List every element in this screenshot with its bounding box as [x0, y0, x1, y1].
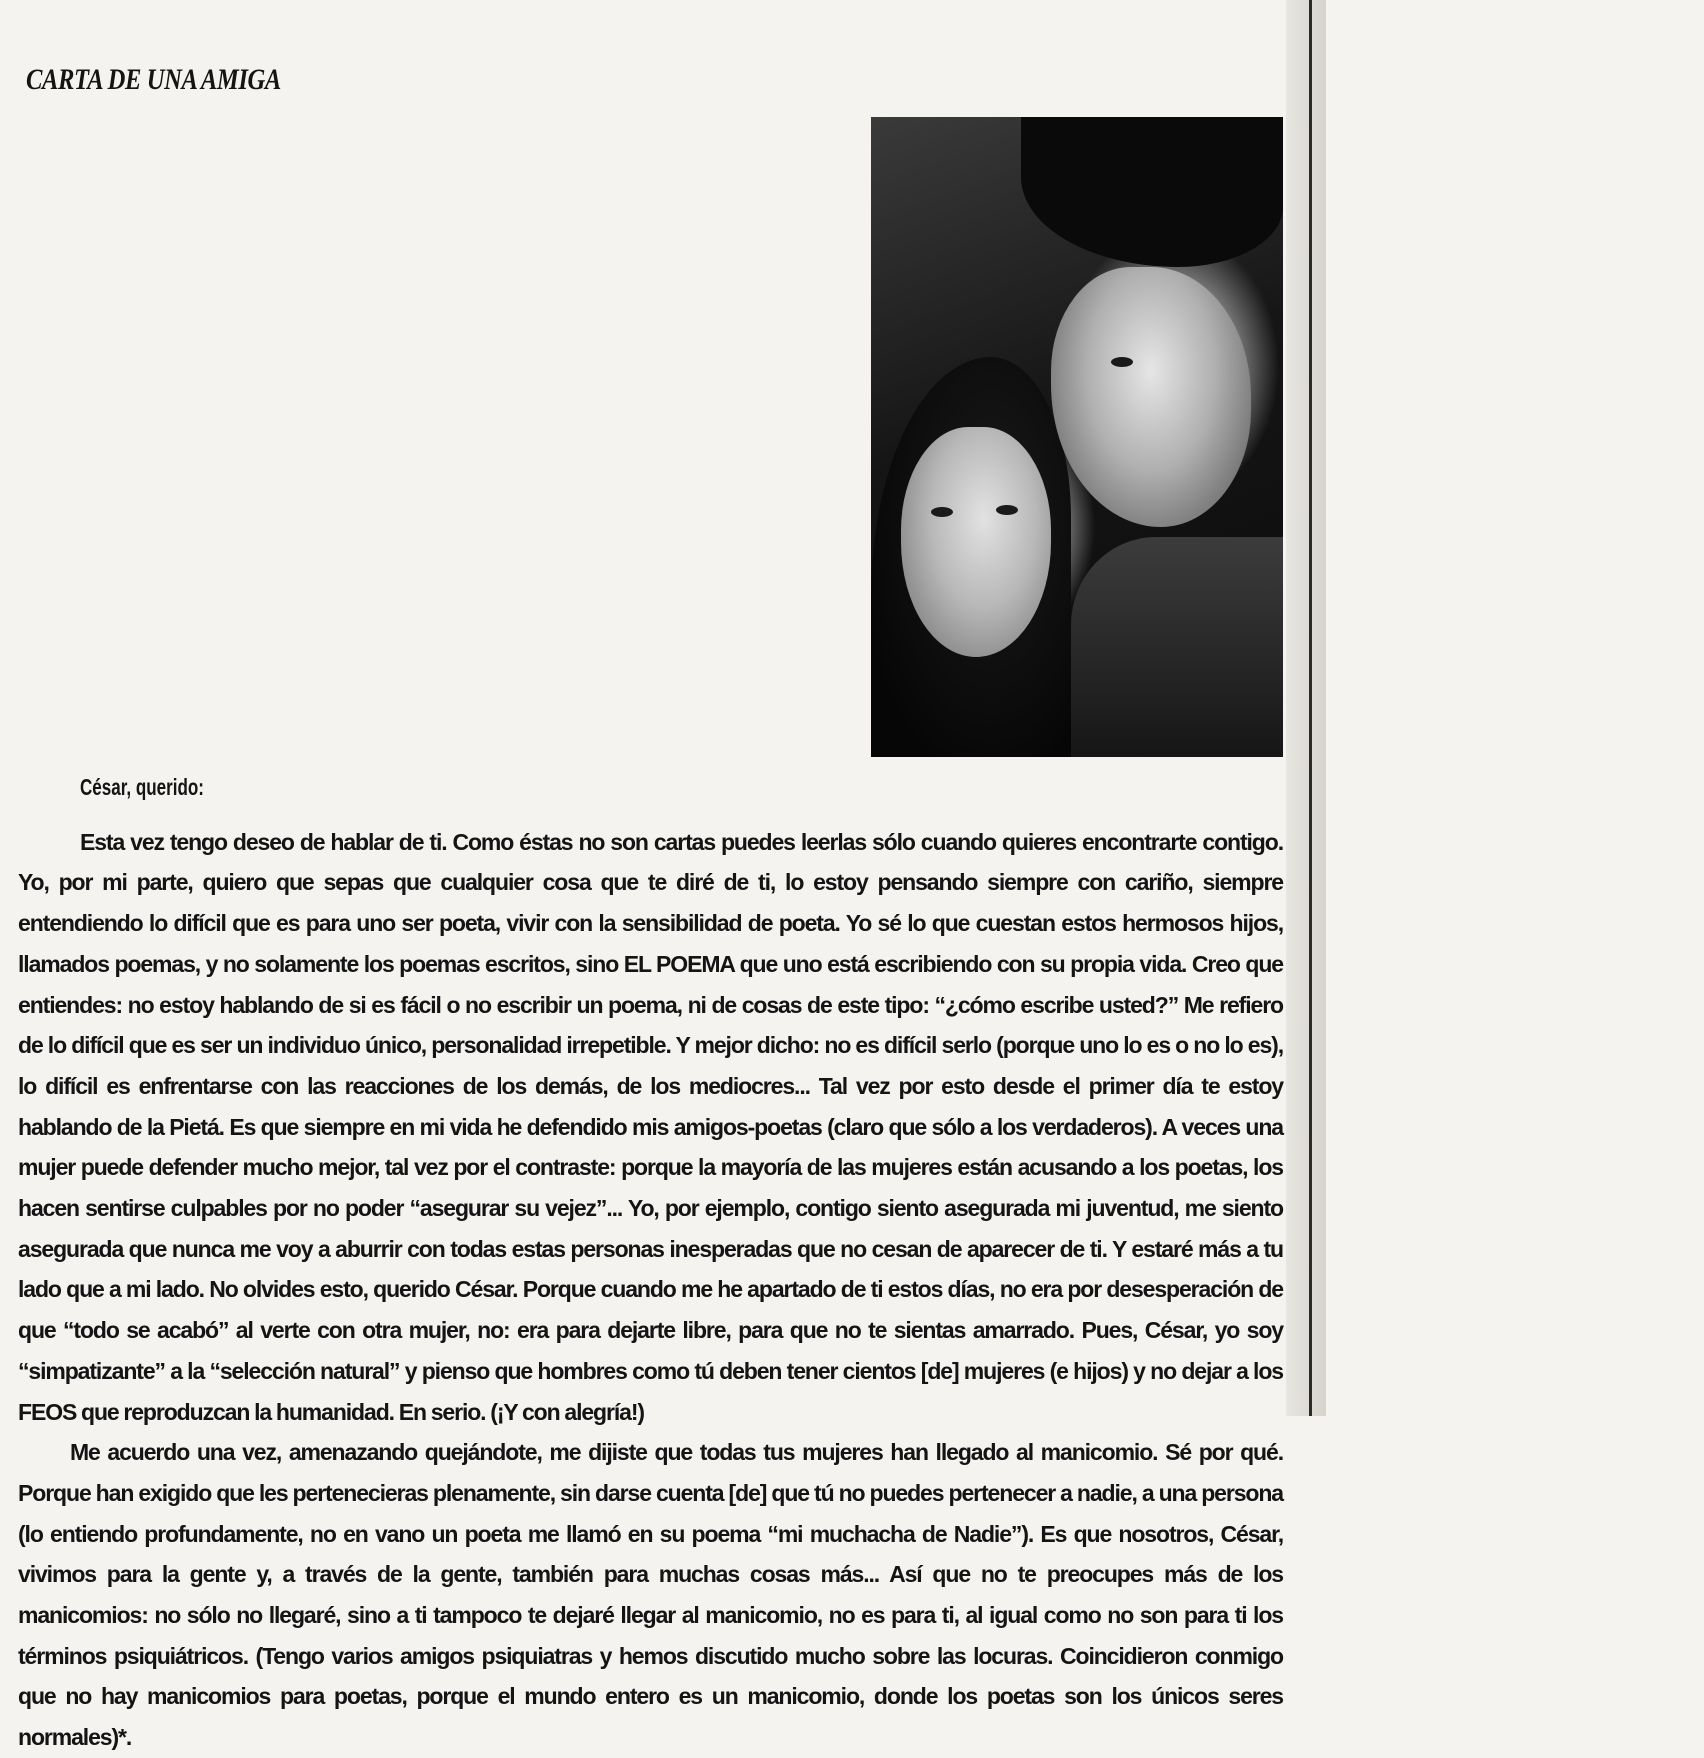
- couple-photograph: [871, 117, 1283, 757]
- woman-eye-left: [931, 507, 953, 517]
- man-hair: [1021, 117, 1283, 267]
- page-edge: [1286, 0, 1326, 1416]
- article-title: CARTA DE UNA AMIGA: [26, 63, 281, 96]
- man-face: [1051, 267, 1251, 527]
- man-eye: [1111, 357, 1133, 367]
- paragraph-text: Me acuerdo una vez, amenazando quejándote, me dijiste que todas tus mujeres han llegado al manicomio. Sé por qué. Porque han exigido que les pertenecieras plenamente, sin darse cuenta [de] que tú no puedes pertenecer a nadie, a una persona (lo entiendo profundamente, no en vano un poeta me llamó en su poema “mi muchacha de Nadie”). Es que nosotros, César, vivimos para la gente y, a través de la gente, también para muchas cosas más... Así que no te preocupes más de los manicomios: no sólo no llegaré, sino a ti tampoco te dejaré llegar al manicomio, no es para ti, al igual como no son para ti los términos psiquiátricos. (Tengo varios amigos psiquiatras y hemos discutido mucho sobre las locuras. Coincidieron conmigo que no hay manicomios para poetas, porque el mundo entero es un manicomio, donde los poetas son los únicos seres normales)*.: [18, 1439, 1283, 1751]
- letter-paragraph-1: [18, 822, 1283, 1433]
- woman-eye-right: [996, 505, 1018, 515]
- man-shoulder: [1071, 537, 1283, 757]
- woman-face: [901, 427, 1051, 657]
- letter-paragraph-2: [18, 1432, 1283, 1758]
- article: [18, 55, 1283, 1751]
- salutation-text: César, querido:: [80, 774, 204, 800]
- paragraph-text: Esta vez tengo deseo de hablar de ti. Como éstas no son cartas puedes leerlas sólo cuando quieres encontrarte contigo. Yo, por mi parte, quiero que sepas que cualquier cosa que te diré de ti, lo estoy pensando siempre con cariño, siempre entendiendo lo difícil que es para uno ser poeta, vivir con la sensibilidad de poeta. Yo sé lo que cuestan estos hermosos hijos, llamados poemas, y no solamente los poemas escritos, sino EL POEMA que uno está escribiendo con su propia vida. Creo que entiendes: no estoy hablando de si es fácil o no escribir un poema, ni de cosas de este tipo: “¿cómo escribe usted?” Me refiero de lo difícil que es ser un individuo único, personalidad irrepetible. Y mejor dicho: no es difícil serlo (porque uno lo es o no lo es), lo difícil es enfrentarse con las reacciones de los demás, de los mediocres... Tal vez por esto desde el primer día te estoy hablando de la Pietá. Es que siempre en mi vida he defendido mis amigos-poetas (claro que sólo a los verdaderos). A veces una mujer puede defender mucho mejor, tal vez por el contraste: porque la mayoría de las mujeres están acusando a los poetas, los hacen sentirse culpables por no poder “asegurar su vejez”... Yo, por ejemplo, contigo siento asegurada mi juventud, me siento asegurada que nunca me voy a aburrir con todas estas personas inesperadas que no cesan de aparecer de ti. Y estaré más a tu lado que a mi lado. No olvides esto, querido César. Porque cuando me he apartado de ti estos días, no era por desesperación de que “todo se acabó” al verte con otra mujer, no: era para dejarte libre, para que no te sientas amarrado. Pues, César, yo soy “simpatizante” a la “selección natural” y pienso que hombres como tú deben tener cientos [de] mujeres (e hijos) y no dejar a los FEOS que reproduzcan la humanidad. En serio. (¡Y con alegría!): [18, 828, 1283, 1425]
- column-divider-line: [1309, 0, 1312, 1416]
